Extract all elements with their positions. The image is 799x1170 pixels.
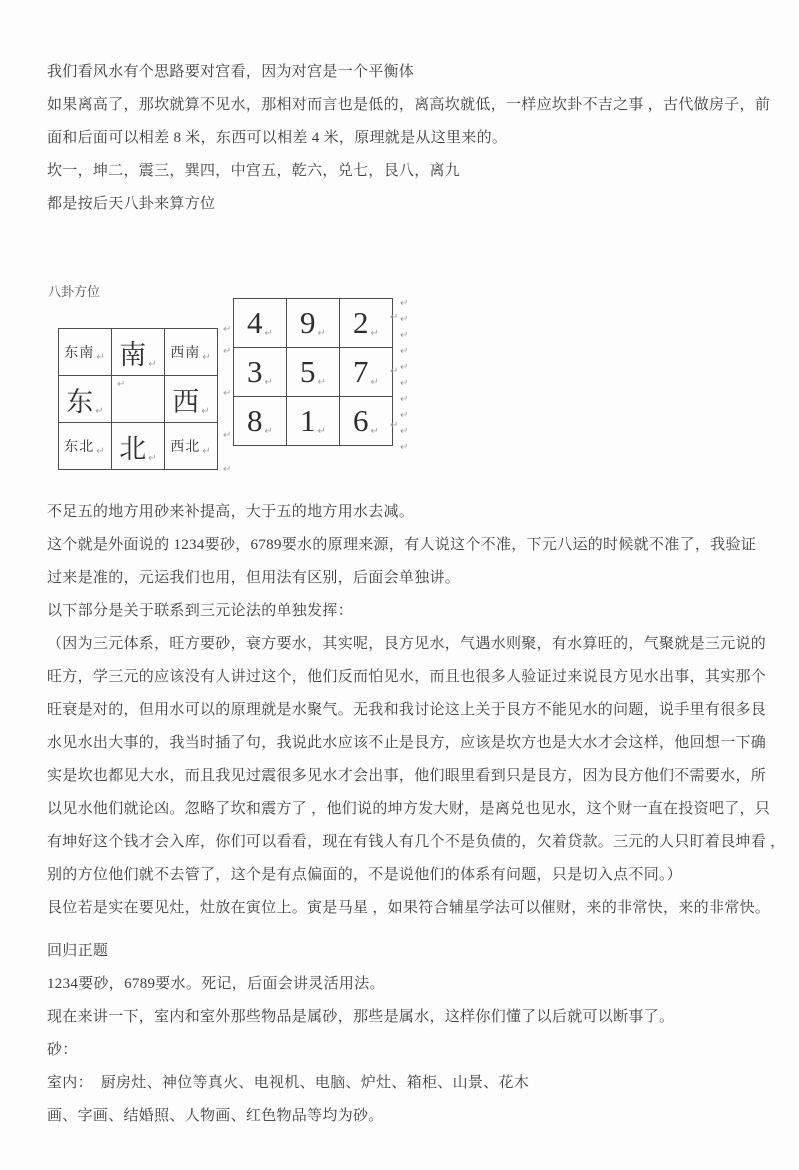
paragraph-line: 实是坎也都见大水，而且我见过震很多见水才会出事，他们眼里看到只是艮方，因为艮方他们不需要水，所 [47,768,767,784]
return-mark-icon: ↵ [400,314,409,325]
direction-cell-text: 东南 [64,345,95,361]
direction-cell-text: 北 [119,433,147,464]
paragraph-line: 室内： 厨房灶、神位等真火、电视机、电脑、炉灶、箱柜、山景、花木 [47,1075,530,1091]
paragraph-line: 画、字画、结婚照、人物画、红色物品等均为砂。 [47,1108,384,1124]
luoshu-number-table [233,298,393,446]
return-mark-icon: ↵ [223,464,232,475]
number-cell [287,348,340,397]
paragraph-line: 现在来讲一下，室内和室外那些物品是属砂，那些是属水，这样你们懂了以后就可以断事了。 [47,1009,675,1025]
number-cell [340,348,393,397]
paragraph-line: 别的方位他们就不去管了，这个是有点偏面的，不是说他们的体系有问题，只是切入点不同。） [47,867,683,883]
paragraph-line: 面和后面可以相差 8 米，东西可以相差 4 米，原理就是从这里来的。 [47,130,508,146]
return-mark-icon: ↵ [264,377,273,388]
return-mark-icon: ↵ [400,410,409,421]
return-mark-icon: ↵ [148,358,157,370]
direction-cell [112,423,165,470]
return-mark-icon: ↵ [223,430,232,441]
return-mark-icon: ↵ [400,426,409,437]
return-mark-icon: ↵ [317,426,326,437]
return-mark-icon: ↵ [317,377,326,388]
number-cell-text: 6 [353,403,369,438]
direction-cell [165,376,218,423]
return-mark-icon: ↵ [96,351,106,363]
return-mark-icon: ↵ [202,445,212,457]
return-mark-icon: ↵ [400,378,409,389]
direction-cell [59,423,112,470]
bagua-diagram [47,280,757,496]
paragraph-line: 如果离高了，那坎就算不见水，那相对而言也是低的，离高坎就低，一样应坎卦不吉之事 ，古代做房子，前 [47,97,771,113]
paragraph-line: 旺衰是对的，但用水可以的原理就是水聚气。无我和我讨论这上关于艮方不能见水的问题，说手里有很多艮 [47,702,767,718]
direction-cell [59,376,112,423]
paragraph-line: 砂： [47,1042,78,1058]
number-cell [234,299,287,348]
paragraph-line: 坎一，坤二，震三，巽四，中宫五，乾六，兑七，艮八，离九 [47,163,461,179]
paragraph-line: 不足五的地方用砂来补提高，大于五的地方用水去减。 [47,504,415,520]
return-mark-icon: ↵ [117,379,126,390]
paragraph-line: 有坤好这个钱才会入库，你们可以看看，现在有钱人有几个不是负债的，欠着贷款。三元的人只盯着艮坤看 ， [47,834,786,850]
paragraph-line: 这个就是外面说的 1234要砂，6789要水的原理来源，有人说这个不准，下元八运的时候就不准了，我验证 [47,537,757,553]
return-mark-icon: ↵ [96,445,106,457]
direction-cell-text: 东 [66,386,94,417]
return-mark-icon: ↵ [201,405,210,417]
number-cell [340,397,393,446]
direction-table [58,328,218,470]
number-cell [340,299,393,348]
return-mark-icon: ↵ [400,330,409,341]
direction-cell [112,329,165,376]
paragraph-line: 过来是准的，元运我们也用，但用法有区别，后面会单独讲。 [47,570,461,586]
return-mark-icon: ↵ [148,452,157,464]
number-cell-text: 7 [353,354,369,389]
direction-cell [59,329,112,376]
diagram-title: 八卦方位 [48,284,101,299]
direction-cell-text: 西北 [170,439,201,455]
return-mark-icon: ↵ [400,298,409,309]
return-mark-icon: ↵ [223,324,232,335]
bottom-paragraph-block [47,496,785,1133]
direction-cell-text: 西南 [170,345,201,361]
number-cell-text: 9 [300,305,316,340]
return-mark-column [400,296,408,456]
return-mark-icon: ↵ [390,420,399,431]
number-cell-text: 2 [353,305,369,340]
direction-cell [165,329,218,376]
return-mark-icon: ↵ [202,351,212,363]
paragraph-line: 旺方，学三元的应该没有人讲过这个，他们反而怕见水，而且也很多人验证过来说艮方见水出事，其实那个 [47,669,767,685]
number-cell-text: 8 [247,403,263,438]
section-heading: 回归正题 [47,943,109,959]
return-mark-icon: ↵ [400,346,409,357]
paragraph-line: 1234要砂，6789要水。死记，后面会讲灵活用法。 [47,976,385,992]
return-mark-icon: ↵ [264,426,273,437]
top-paragraph-block [47,56,770,221]
paragraph-line: 以见水他们就论凶。忽略了坎和震方了 ，他们说的坤方发大财，是离兑也见水，这个财一直在投资吧了，只 [47,801,771,817]
paragraph-line: （因为三元体系，旺方要砂，衰方要水，其实呢，艮方见水，气遇水则聚，有水算旺的，气聚就是三元说的 [47,636,767,652]
return-mark-icon: ↵ [317,328,326,339]
return-mark-icon: ↵ [400,362,409,373]
return-mark-icon: ↵ [223,388,232,399]
direction-cell-text: 南 [119,339,147,370]
direction-cell-text: 东北 [64,439,95,455]
number-cell-text: 1 [300,403,316,438]
paragraph-line: 艮位若是实在要见灶，灶放在寅位上。寅是马星 ，如果符合辅星学法可以催财，来的非常快，来的非常快。 [47,900,771,916]
return-mark-icon: ↵ [390,312,399,323]
return-mark-icon: ↵ [264,328,273,339]
number-cell-text: 4 [247,305,263,340]
number-cell [234,397,287,446]
paragraph-line: 都是按后天八卦来算方位 [47,196,216,212]
return-mark-icon: ↵ [370,328,379,339]
return-mark-icon: ↵ [223,346,232,357]
paragraph-line: 水见水出大事的，我当时插了句，我说此水应该不止是艮方，应该是坎方也是大水才会这样，他回想一下确 [47,735,767,751]
return-mark-icon: ↵ [370,426,379,437]
direction-cell-text: 西 [172,386,200,417]
number-cell [287,397,340,446]
number-cell [287,299,340,348]
return-mark-icon: ↵ [400,442,409,453]
return-mark-icon: ↵ [400,394,409,405]
return-mark-icon: ↵ [390,366,399,377]
number-cell-text: 3 [247,354,263,389]
number-cell [234,348,287,397]
return-mark-icon: ↵ [370,377,379,388]
direction-cell [165,423,218,470]
return-mark-icon: ↵ [95,405,104,417]
direction-cell-center [112,376,165,423]
paragraph-line: 以下部分是关于联系到三元论法的单独发挥： [47,603,354,619]
number-cell-text: 5 [300,354,316,389]
paragraph-line: 我们看风水有个思路要对宫看，因为对宫是一个平衡体 [47,64,415,80]
